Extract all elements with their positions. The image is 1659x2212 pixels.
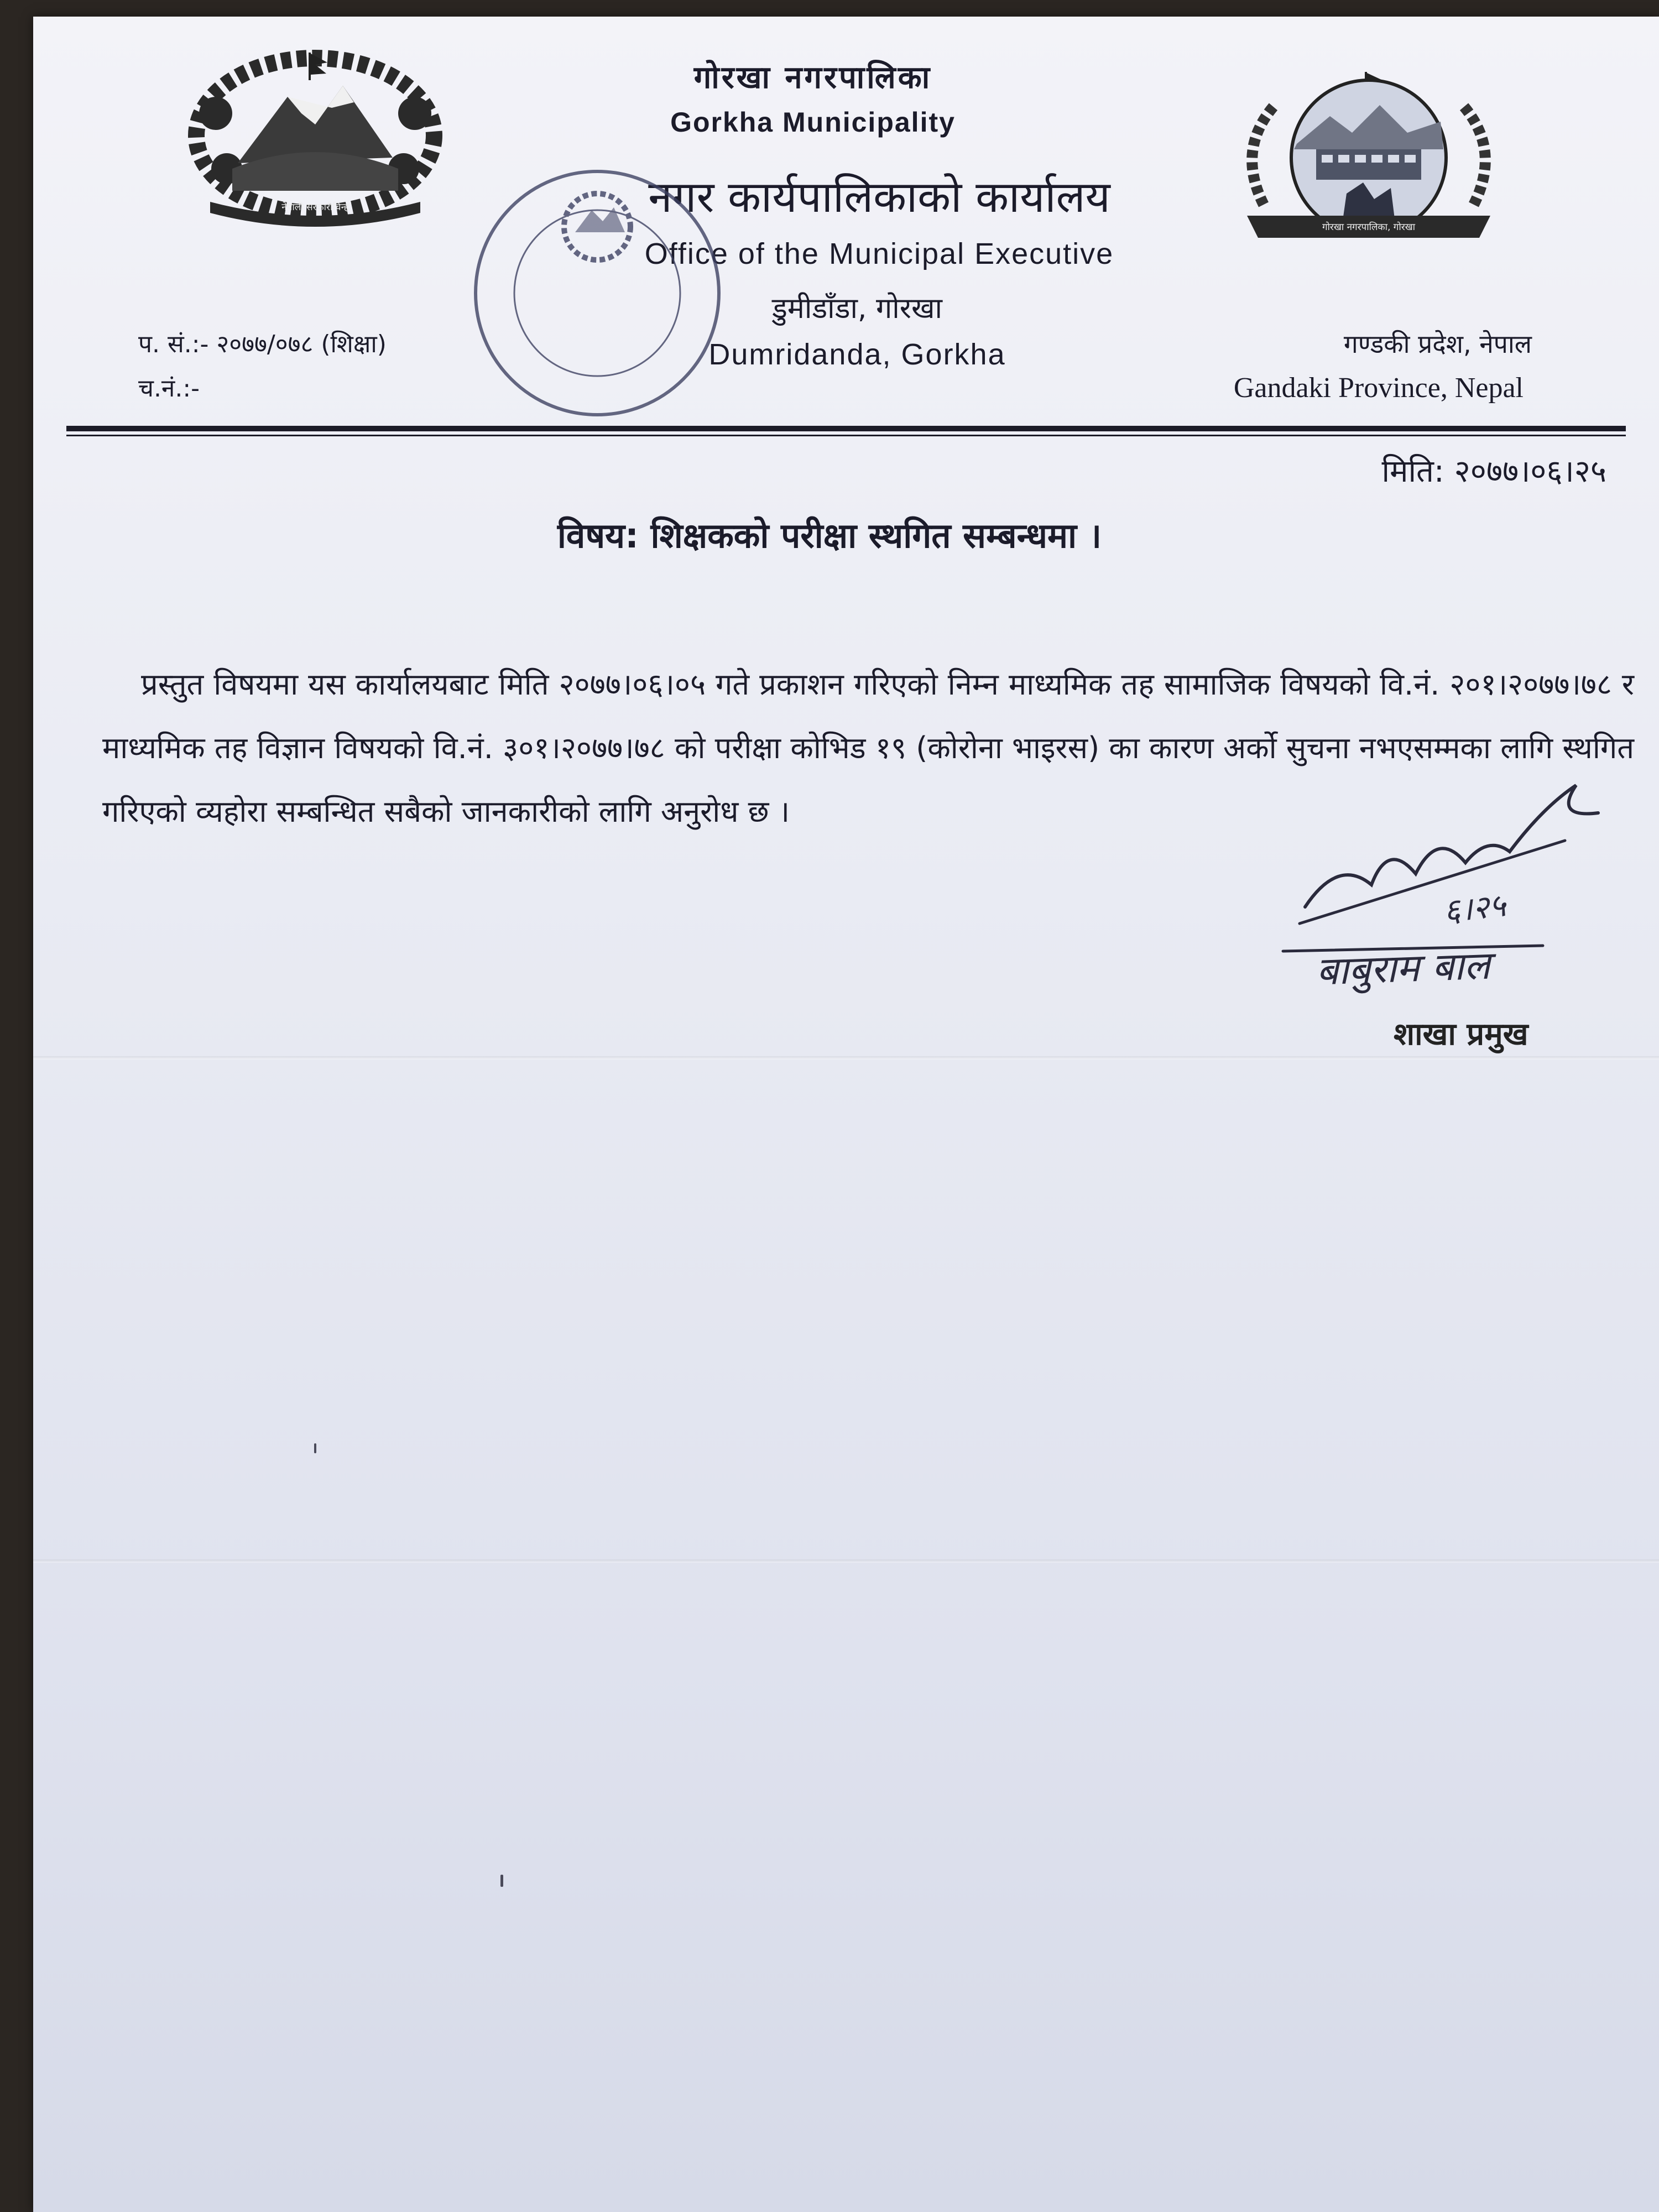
org-name-nepali: गोरखा नगरपालिका [693, 60, 932, 96]
paper-crease [33, 1559, 1659, 1563]
signatory-title: शाखा प्रमुख [1394, 1016, 1528, 1052]
signature-date: ६।२५ [1442, 886, 1507, 930]
province-nepali: गण्डकी प्रदेश, नेपाल [1343, 329, 1532, 359]
dispatch-number: च.नं.:- [138, 374, 200, 403]
signature-block [1255, 774, 1642, 1084]
header-rule-thin [66, 435, 1626, 436]
letter-date: मिति: २०७७।०६।२५ [1381, 453, 1606, 489]
header-rule [66, 426, 1626, 431]
province-english: Gandaki Province, Nepal [1233, 372, 1524, 404]
letter-body: प्रस्तुत विषयमा यस कार्यालयबाट मिति २०७७।०६।०५ गते प्रकाशन गरिएको निम्न माध्यमिक तह सामाजिक विषयको वि.नं. २०१।२०७७।७८ र माध्यमिक तह विज्ञान विषयको वि.नं. ३०१।२०७७।७८ को परीक्षा कोभिड १९ (कोरोना भाइरस) का कारण अर्को सुचना नभएसम्मका लागि स्थगित गरिएको व्यहोरा सम्बन्धित सबैको जानकारीको लागि अनुरोध छ । [102, 667, 1634, 829]
letter-number: प. सं.:- २०७७/०७८ (शिक्षा) [138, 330, 387, 358]
signatory-name: बाबुराम बाल [1315, 942, 1491, 994]
office-name-english: Office of the Municipal Executive [644, 237, 1114, 270]
org-name-english: Gorkha Municipality [670, 107, 956, 138]
left-emblem-caption: नेपाली सरकारीचिन्ह [281, 202, 349, 213]
paper-mark [500, 1875, 503, 1887]
office-name-nepali: नगर कार्यपालिकाको कार्यालय [648, 173, 1110, 222]
letter-subject: विषय: शिक्षकको परीक्षा स्थगित सम्बन्धमा । [557, 515, 1102, 556]
right-emblem-caption: गोरखा नगरपालिका, गोरखा [1322, 222, 1416, 233]
place-english: Dumridanda, Gorkha [708, 338, 1006, 371]
paper-mark [314, 1443, 316, 1453]
place-nepali: डुमीडाँडा, गोरखा [771, 292, 943, 325]
office-stamp [465, 160, 730, 426]
